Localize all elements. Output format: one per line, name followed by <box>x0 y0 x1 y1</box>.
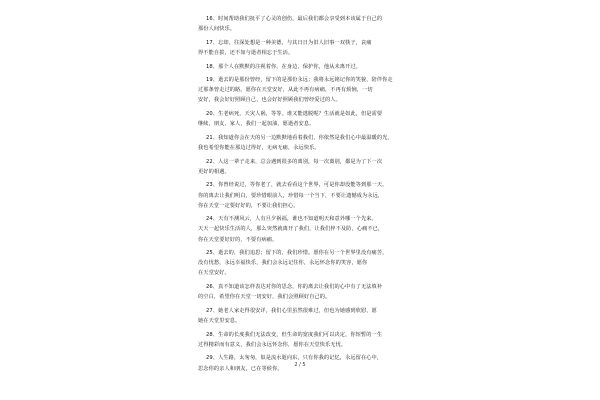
paragraph-line: 19、逝去的是那份曾经，留下的是那份永远；我将永远铭记你的笑貌，陪伴你走 <box>206 77 393 84</box>
paragraph <box>198 180 410 210</box>
paragraph <box>198 109 410 129</box>
paragraph-line: 你在天堂一定要好好的，不要让我们担心。 <box>198 202 299 209</box>
paragraph <box>198 306 410 326</box>
paragraph-line: 26、真不知道该怎样表达对你的思念，你的离去让我们的心中有了无法填补 <box>206 284 383 291</box>
paragraph <box>198 75 410 105</box>
paragraph-line: 安好，我会好好照顾自己，也会好好照顾我们曾经爱过的人。 <box>198 97 341 104</box>
paragraph <box>198 38 410 58</box>
document-body <box>198 14 410 377</box>
paragraph <box>198 157 410 177</box>
paragraph-line: 在天堂安好。 <box>198 270 230 277</box>
paragraph <box>198 282 410 302</box>
paragraph <box>198 330 410 350</box>
paragraph-line: 得不能自拔，还不如与逝者相忘于生活。 <box>198 49 294 56</box>
paragraph-line: 更好的相遇。 <box>198 168 230 175</box>
paragraph <box>198 62 410 72</box>
paragraph-line: 过那条曾走过的路。愿你在天堂安好，从此不再有病痛，不再有烦恼，一切 <box>198 87 373 94</box>
paragraph-line: 18、那个人在默默的注视着你，在身边，保护你，他从未离开过。 <box>206 63 361 70</box>
paragraph <box>198 214 410 244</box>
paragraph-line: 过得精彩而有意义，我们会永远怀念你，愿你在天堂快乐无忧。 <box>198 341 347 348</box>
page-number: 2 / 5 <box>294 362 306 368</box>
paragraph-line: 17、忘却，往深处想是一种美德，与其日日为旧人旧事一双筷子，哀痛 <box>206 39 372 46</box>
paragraph-line: 23、你曾经说过，等你老了，就去看看这个世界，可是你却没能等到那一天。 <box>206 182 388 189</box>
paragraph-line: 你在天堂要好好的，不要有病痛。 <box>198 236 278 243</box>
paragraph <box>198 248 410 278</box>
paragraph-line: 16、时间帮助我们抚平了心灵的创伤，最后我们都会享受到本该属于自己的 <box>206 16 383 22</box>
paragraph-line: 她在天堂里安息。 <box>198 317 241 324</box>
paragraph <box>198 14 410 34</box>
paragraph-line: 继续，朋友、家人，我们一起加油，愿逝者安息。 <box>198 121 315 128</box>
paragraph-line: 20、生老病死，天灾人祸，等等。谁又能逃脱呢？生活就是如此，但是需要 <box>206 111 383 118</box>
paragraph-line: 21、我知道你会在天的另一边默默地看着我们，你依然是我们心中最温暖的光， <box>206 134 393 141</box>
paragraph-line: 24、天有不测风云，人有旦夕祸福，谁也不知道明天和意外哪一个先来。 <box>206 216 377 223</box>
paragraph-line: 天天一起快乐生活的人，那么突然就离开了我们，让我们猝不及防，心痛不已， <box>198 226 384 233</box>
paragraph-line: 29、人生路，太匆匆，似是流水逝向东，只有你我的记忆，永远留在心中， <box>206 355 383 362</box>
paragraph-line: 那份人间快乐。 <box>198 26 236 33</box>
paragraph-line: 27、她老人家走得很安详，我们心里虽然很难过，但也为她感到欣慰，愿 <box>206 307 377 314</box>
paragraph-line: 你的离去让我们明白，要珍惜眼前人，珍惜每一个当下，不要让遗憾成为永远， <box>198 192 384 199</box>
paragraph <box>198 133 410 153</box>
paragraph-line: 的空白，希望你在天堂一切安好，我们会照顾好自己的。 <box>198 294 331 301</box>
paragraph-line: 思念你的亲人和朋友，已在等候你。 <box>198 365 283 372</box>
paragraph-line: 25、逝去的，我们追思；留下的，我们珍惜。愿你在另一个世界里没有痛苦， <box>206 250 388 257</box>
paragraph-line: 22、人这一辈子走来，总会遇到很多的离别，每一次离别，都是为了下一次 <box>206 158 383 165</box>
paragraph-line: 28、生命的长度我们无法改变，但生命的宽度我们可以决定，你短暂的一生 <box>206 331 383 338</box>
paragraph-line: 我也希望你能在那边过得好，无病无痛，永远快乐。 <box>198 145 320 151</box>
paragraph-line: 没有忧愁，永远幸福快乐，我们会永远记住你，永远怀念你的笑容，愿你 <box>198 260 368 267</box>
